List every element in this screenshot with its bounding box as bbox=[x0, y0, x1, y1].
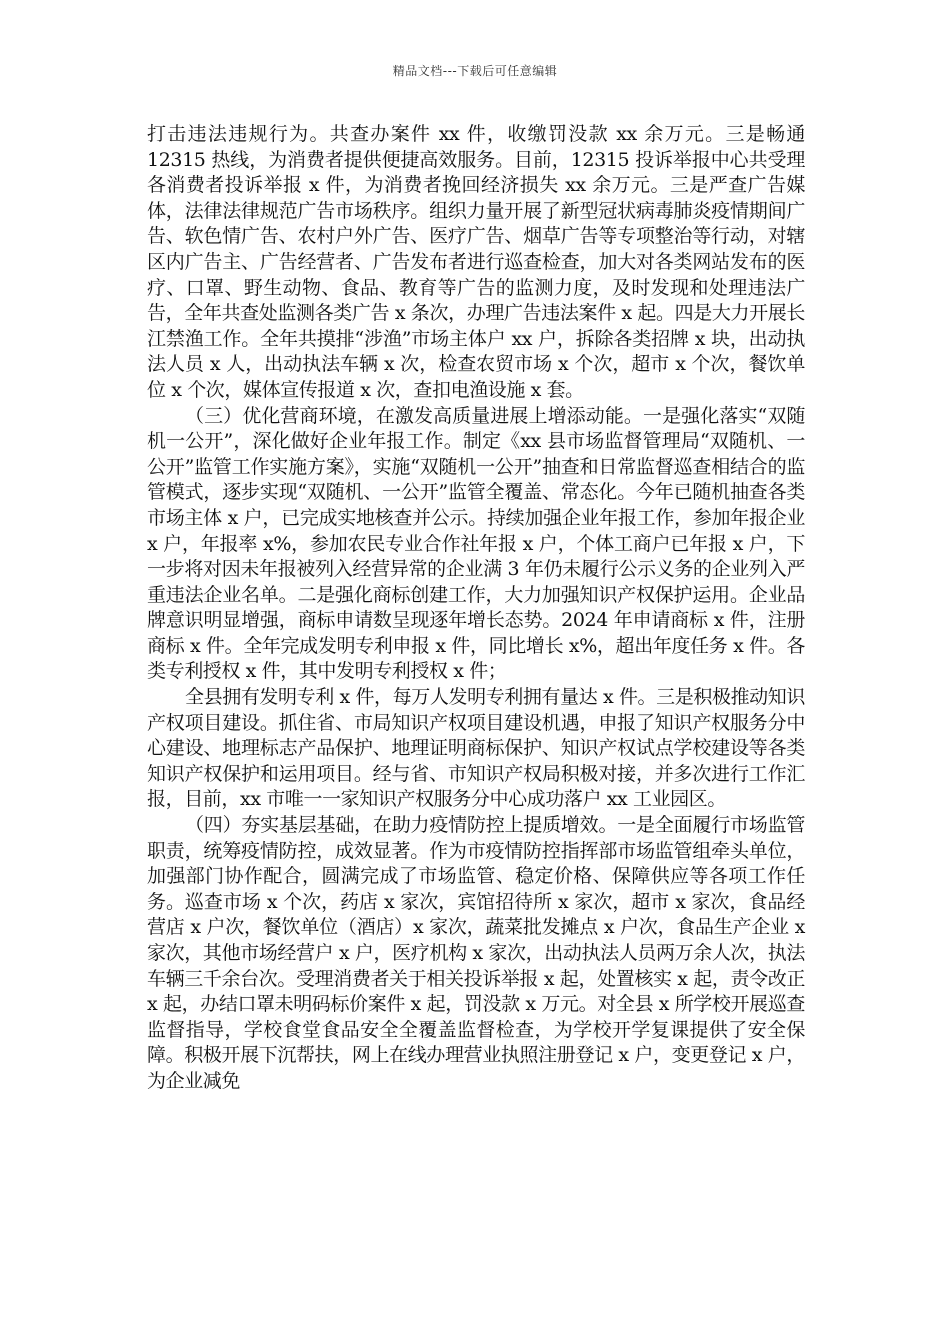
document-body bbox=[147, 122, 805, 1095]
page-header: 精品文档---下载后可任意编辑 bbox=[392, 64, 558, 78]
paragraph-1: 打击违法违规行为。共查办案件 xx 件，收缴罚没款 xx 余万元。三是畅通 12315 热线，为消费者提供便捷高效服务。目前，12315 投诉举报中心共受理各消费者投诉举报 x 件，为消费者挽回经济损失 xx 余万元。三是严查广告媒体，法律法律规范广告市场秩序。组织力量开展了新型冠状病毒肺炎疫情期间广告、软色情广告、农村户外广告、医疗广告、烟草广告等专项整治等行动，对辖区内广告主、广告经营者、广告发布者进行巡查检查，加大对各类网站发布的医疗、口罩、野生动物、食品、教育等广告的监测力度，及时发现和处理违法广告，全年共查处监测各类广告 x 条次，办理广告违法案件 x 起。四是大力开展长江禁渔工作。全年共摸排“涉渔”市场主体户 xx 户，拆除各类招牌 x 块，出动执法人员 x 人，出动执法车辆 x 次，检查农贸市场 x 个次，超市 x 个次，餐饮单位 x 个次，媒体宣传报道 x 次，查扣电渔设施 x 套。 bbox=[147, 123, 805, 401]
paragraph-3: 全县拥有发明专利 x 件，每万人发明专利拥有量达 x 件。三是积极推动知识产权项目建设。抓住省、市局知识产权项目建设机遇，申报了知识产权服务分中心建设、地理标志产品保护、地理证明商标保护、知识产权试点学校建设等各类知识产权保护和运用项目。经与省、市知识产权局积极对接，并多次进行工作汇报，目前，xx 市唯一一家知识产权服务分中心成功落户 xx 工业园区。 bbox=[147, 686, 805, 811]
paragraph-4: （四）夯实基层基础，在助力疫情防控上提质增效。一是全面履行市场监管职责，统筹疫情防控，成效显著。作为市疫情防控指挥部市场监管组牵头单位，加强部门协作配合，圆满完成了市场监管、稳定价格、保障供应等各项工作任务。巡查市场 x 个次，药店 x 家次，宾馆招待所 x 家次，超市 x 家次，食品经营店 x 户次，餐饮单位（酒店）x 家次，蔬菜批发摊点 x 户次，食品生产企业 x 家次，其他市场经营户 x 户，医疗机构 x 家次，出动执法人员两万余人次，执法车辆三千余台次。受理消费者关于相关投诉举报 x 起，处置核实 x 起，责令改正 x 起，办结口罩未明码标价案件 x 起，罚没款 x 万元。对全县 x 所学校开展巡查监督指导，学校食堂食品安全全覆盖监督检查，为学校开学复课提供了安全保障。积极开展下沉帮扶，网上在线办理营业执照注册登记 x 户，变更登记 x 户，为企业减免 bbox=[147, 814, 805, 1092]
paragraph-2: （三）优化营商环境，在激发高质量进展上增添动能。一是强化落实“双随机一公开”，深化做好企业年报工作。制定《xx 县市场监督管理局“双随机、一公开”监管工作实施方案》，实施“双随机一公开”抽查和日常监督巡查相结合的监管模式，逐步实现“双随机、一公开”监管全覆盖、常态化。今年已随机抽查各类市场主体 x 户，已完成实地核查并公示。持续加强企业年报工作，参加年报企业 x 户，年报率 x%，参加农民专业合作社年报 x 户，个体工商户已年报 x 户，下一步将对因未年报被列入经营异常的企业满 3 年仍未履行公示义务的企业列入严重违法企业名单。二是强化商标创建工作，大力加强知识产权保护运用。企业品牌意识明显增强，商标申请数呈现逐年增长态势。2024 年申请商标 x 件，注册商标 x 件。全年完成发明专利申报 x 件，同比增长 x%，超出年度任务 x 件。各类专利授权 x 件，其中发明专利授权 x 件； bbox=[147, 404, 805, 683]
